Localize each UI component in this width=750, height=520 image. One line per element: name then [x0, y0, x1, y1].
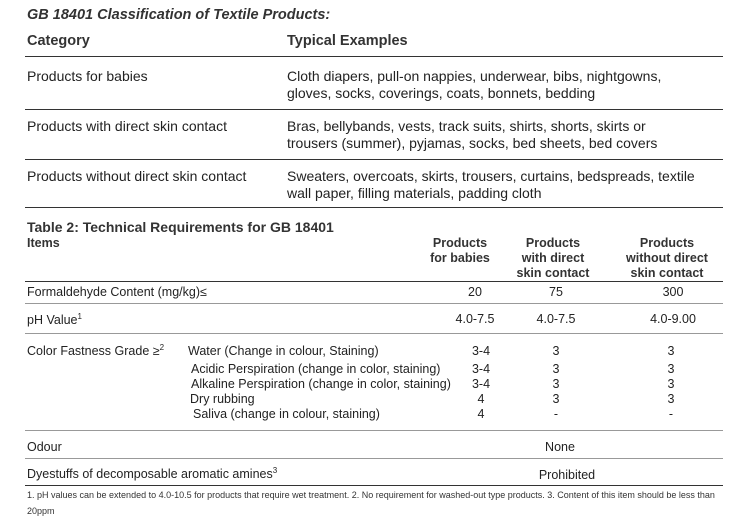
category-babies: Products for babies — [27, 68, 148, 84]
table1-bottom-rule — [25, 207, 723, 208]
row-rule — [25, 430, 723, 431]
cf-alkaline-label: Alkaline Perspiration (change in color, staining) — [191, 377, 451, 391]
formaldehyde-nodirect: 300 — [662, 285, 684, 299]
dyestuffs-label: Dyestuffs of decomposable aromatic amines$^3$ — [27, 466, 278, 482]
footnote: 1. pH values can be extended to 4.0-10.5 for products that require wet treatment. 2. No requirement for washed-out type products. 3. Content of this item should be less than 20ppm — [27, 490, 715, 516]
colorfastness-label: Color Fastness Grade ≥$^2$ — [27, 343, 165, 359]
cf-water-label: Water (Change in colour, Staining) — [188, 344, 379, 358]
category-direct-contact: Products with direct skin contact — [27, 118, 227, 134]
cf-alkaline-nodirect: 3 — [667, 377, 675, 391]
cf-dry-rubbing-label: Dry rubbing — [190, 392, 255, 406]
cf-acidic-nodirect: 3 — [667, 362, 675, 376]
row-rule — [25, 303, 723, 304]
dyestuffs-value: Prohibited — [538, 468, 596, 482]
examples-babies-line1: Cloth diapers, pull-on nappies, underwear, bibs, nightgowns, — [287, 68, 662, 84]
examples-direct-line1: Bras, bellybands, vests, track suits, shirts, shorts, skirts or — [287, 118, 646, 134]
cf-water-babies: 3-4 — [471, 344, 491, 358]
table2-header-rule — [25, 281, 723, 282]
category-no-direct-contact: Products without direct skin contact — [27, 168, 247, 184]
header-typical-examples: Typical Examples — [287, 33, 408, 49]
cf-saliva-babies: 4 — [477, 407, 485, 421]
examples-nodirect-line2: wall paper, filling materials, padding cloth — [287, 185, 542, 201]
ph-label: pH Value$^1$ — [27, 312, 82, 328]
examples-babies-line2: gloves, socks, coverings, coats, bonnets, bedding — [287, 85, 596, 101]
formaldehyde-direct: 75 — [549, 285, 563, 299]
row-rule — [25, 159, 723, 160]
table2-bottom-rule — [25, 485, 723, 486]
items-label: Items — [27, 236, 60, 250]
cf-acidic-label: Acidic Perspiration (change in color, staining) — [191, 362, 441, 376]
ph-nodirect: 4.0-9.00 — [650, 312, 696, 326]
cf-acidic-direct: 3 — [552, 362, 560, 376]
formaldehyde-babies: 20 — [468, 285, 482, 299]
colhead-direct: Products with direct skin contact — [516, 236, 590, 280]
formaldehyde-label: Formaldehyde Content (mg/kg)≤ — [27, 285, 207, 299]
cf-acidic-babies: 3-4 — [471, 362, 491, 376]
cf-dry-babies: 4 — [477, 392, 485, 406]
table2-title: Table 2: Technical Requirements for GB 18401 — [27, 219, 334, 235]
cf-alkaline-direct: 3 — [552, 377, 560, 391]
cf-water-nodirect: 3 — [667, 344, 675, 358]
examples-direct-line2: trousers (summer), pyjamas, socks, bed sheets, bed covers — [287, 135, 658, 151]
ph-direct: 4.0-7.5 — [536, 312, 576, 326]
colhead-babies: Products for babies — [430, 236, 490, 265]
odour-label: Odour — [27, 440, 62, 454]
table1-title: GB 18401 Classification of Textile Products: — [27, 7, 331, 23]
cf-dry-direct: 3 — [552, 392, 560, 406]
header-rule — [25, 56, 723, 57]
examples-nodirect-line1: Sweaters, overcoats, skirts, trousers, curtains, bedspreads, textile — [287, 168, 695, 184]
cf-dry-nodirect: 3 — [667, 392, 675, 406]
colhead-nodirect: Products without direct skin contact — [626, 236, 708, 280]
row-rule — [25, 109, 723, 110]
odour-value: None — [545, 440, 575, 454]
cf-saliva-label: Saliva (change in colour, staining) — [193, 407, 380, 421]
header-category: Category — [27, 33, 90, 49]
ph-babies: 4.0-7.5 — [455, 312, 495, 326]
cf-saliva-direct: - — [553, 407, 559, 421]
cf-water-direct: 3 — [552, 344, 560, 358]
row-rule — [25, 333, 723, 334]
row-rule — [25, 458, 723, 459]
cf-saliva-nodirect: - — [668, 407, 674, 421]
cf-alkaline-babies: 3-4 — [471, 377, 491, 391]
